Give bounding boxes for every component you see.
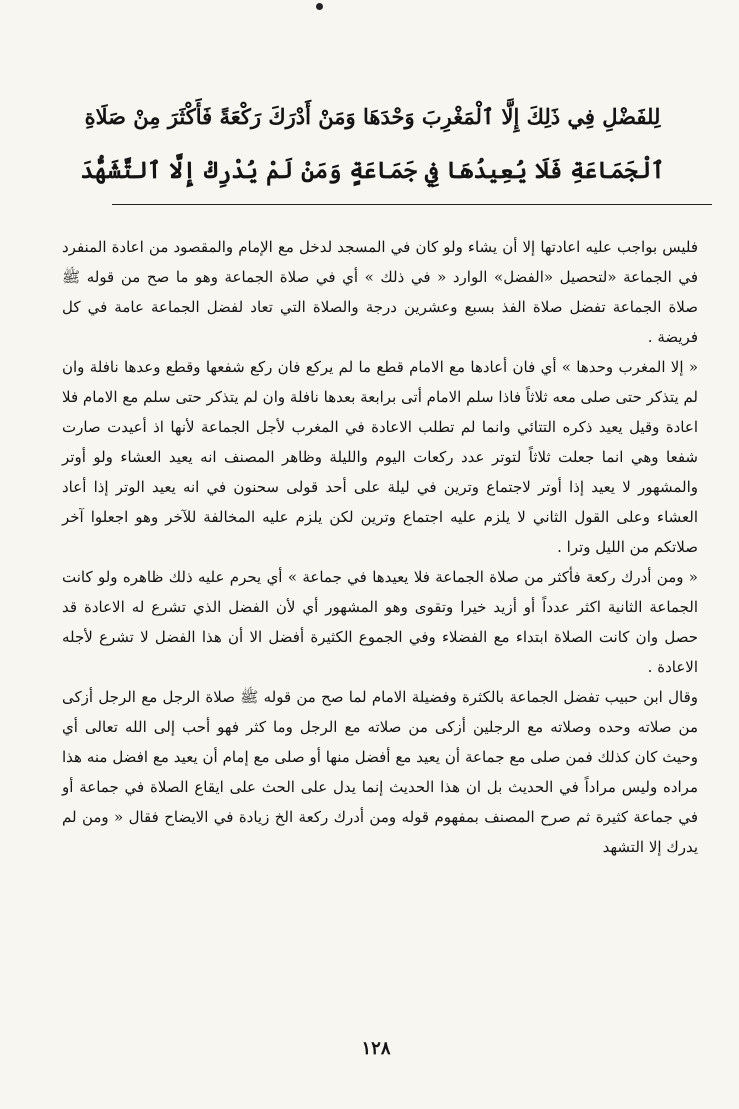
commentary-paragraph: « إلا المغرب وحدها » أي فان أعادها مع الامام قطع ما لم يركع فان ركع شفعها وقطع وعدها نافلة وان لم يتذكر حتى صلى معه ثلاثاً فاذا سلم الامام أتى برابعة بعدها نافلة وان لم يتذكر حتى سلم مع الامام فلا اعادة وقيل يعيد ذكره التتائي وانما لم تطلب الاعادة في المغرب لأجل الجماعة لأنها اذ أعيدت صارت شفعا وهي انما جعلت ثلاثاً لتوتر عدد ركعات اليوم والليلة وظاهر المصنف انه يعيد العشاء ولو أوتر والمشهور لا يعيد إذا أوتر لاجتماع وترين في ليلة على أحد قولى سحنون في انه يعيد الوتر إذا أعاد العشاء وعلى القول الثاني لا يلزم عليه اجتماع وترين لكن يلزم عليه المخالفة للآخر وهو اجعلوا آخر صلاتكم من الليل وترا .	[62, 358, 698, 556]
commentary-paragraph: فليس بواجب عليه اعادتها إلا أن يشاء ولو كان في المسجد لدخل مع الإمام والمقصود من اعادة المنفرد في الجماعة «لتحصيل «الفضل» الوارد « في ذلك » أي في صلاة الجماعة وهو ما صح من قوله ﷺ صلاة الجماعة تفضل صلاة الفذ بسبع وعشرين درجة والصلاة التي تعاد لفضل الجماعة عامة في كل فريضة .	[62, 238, 698, 346]
matn-line: لِلفَضْلِ فِي ذَلِكَ إِلَّا ٱلْمَغْرِبَ وَحْدَهَا وَمَنْ أَدْرَكَ رَكْعَةً فَأَكْثَرَ مِنْ صَلَاةِ	[84, 104, 661, 129]
commentary-paragraph: وقال ابن حبيب تفضل الجماعة بالكثرة وفضيلة الامام لما صح من قوله ﷺ صلاة الرجل مع الرجل أزكى من صلاته وحده وصلاته مع الرجلين أزكى من صلاته مع الرجل وما كثر فهو أحب إلى الله تعالى أي وحيث كان كذلك فمن صلى مع جماعة أن يعيد مع أفضل منها أو صلى مع إمام أن يعيد مع افضل منه هذا مراده وليس مراداً في الحديث بل ان هذا الحديث إنما يدل على الحث على ايقاع الصلاة في جماعة أو في جماعة كثيرة ثم صرح المصنف بمفهوم قوله ومن أدرك ركعة الخ زيادة في الايضاح فقال « ومن لم يدرك إلا التشهد	[62, 688, 698, 856]
page-number: ١٢٨	[361, 1038, 391, 1059]
commentary-paragraph: « ومن أدرك ركعة فأكثر من صلاة الجماعة فلا يعيدها في جماعة » أي يحرم عليه ذلك ظاهره ولو كانت الجماعة الثانية اكثر عدداً أو أزيد خيرا وتقوى وهو المشهور أي لأن الفضل الذي تشرع له الاعادة قد حصل وان كانت الصلاة ابتداء مع الفضلاء وفي الجموع الكثيرة أفضل الا أن هذا الفضل لا تشرع لأجله الاعادة .	[62, 568, 698, 676]
matn-line: ٱلْجَمَاعَةِ فَلَا يُعِيدُهَا فِي جَمَاعَةٍ وَمَنْ لَمْ يُدْرِكْ إِلَّا ٱلتَّشَهُّدَ	[80, 157, 665, 184]
divider-rule	[112, 204, 712, 205]
matn-text	[80, 90, 665, 198]
commentary-text	[62, 232, 698, 862]
ornament-dot	[316, 3, 323, 10]
